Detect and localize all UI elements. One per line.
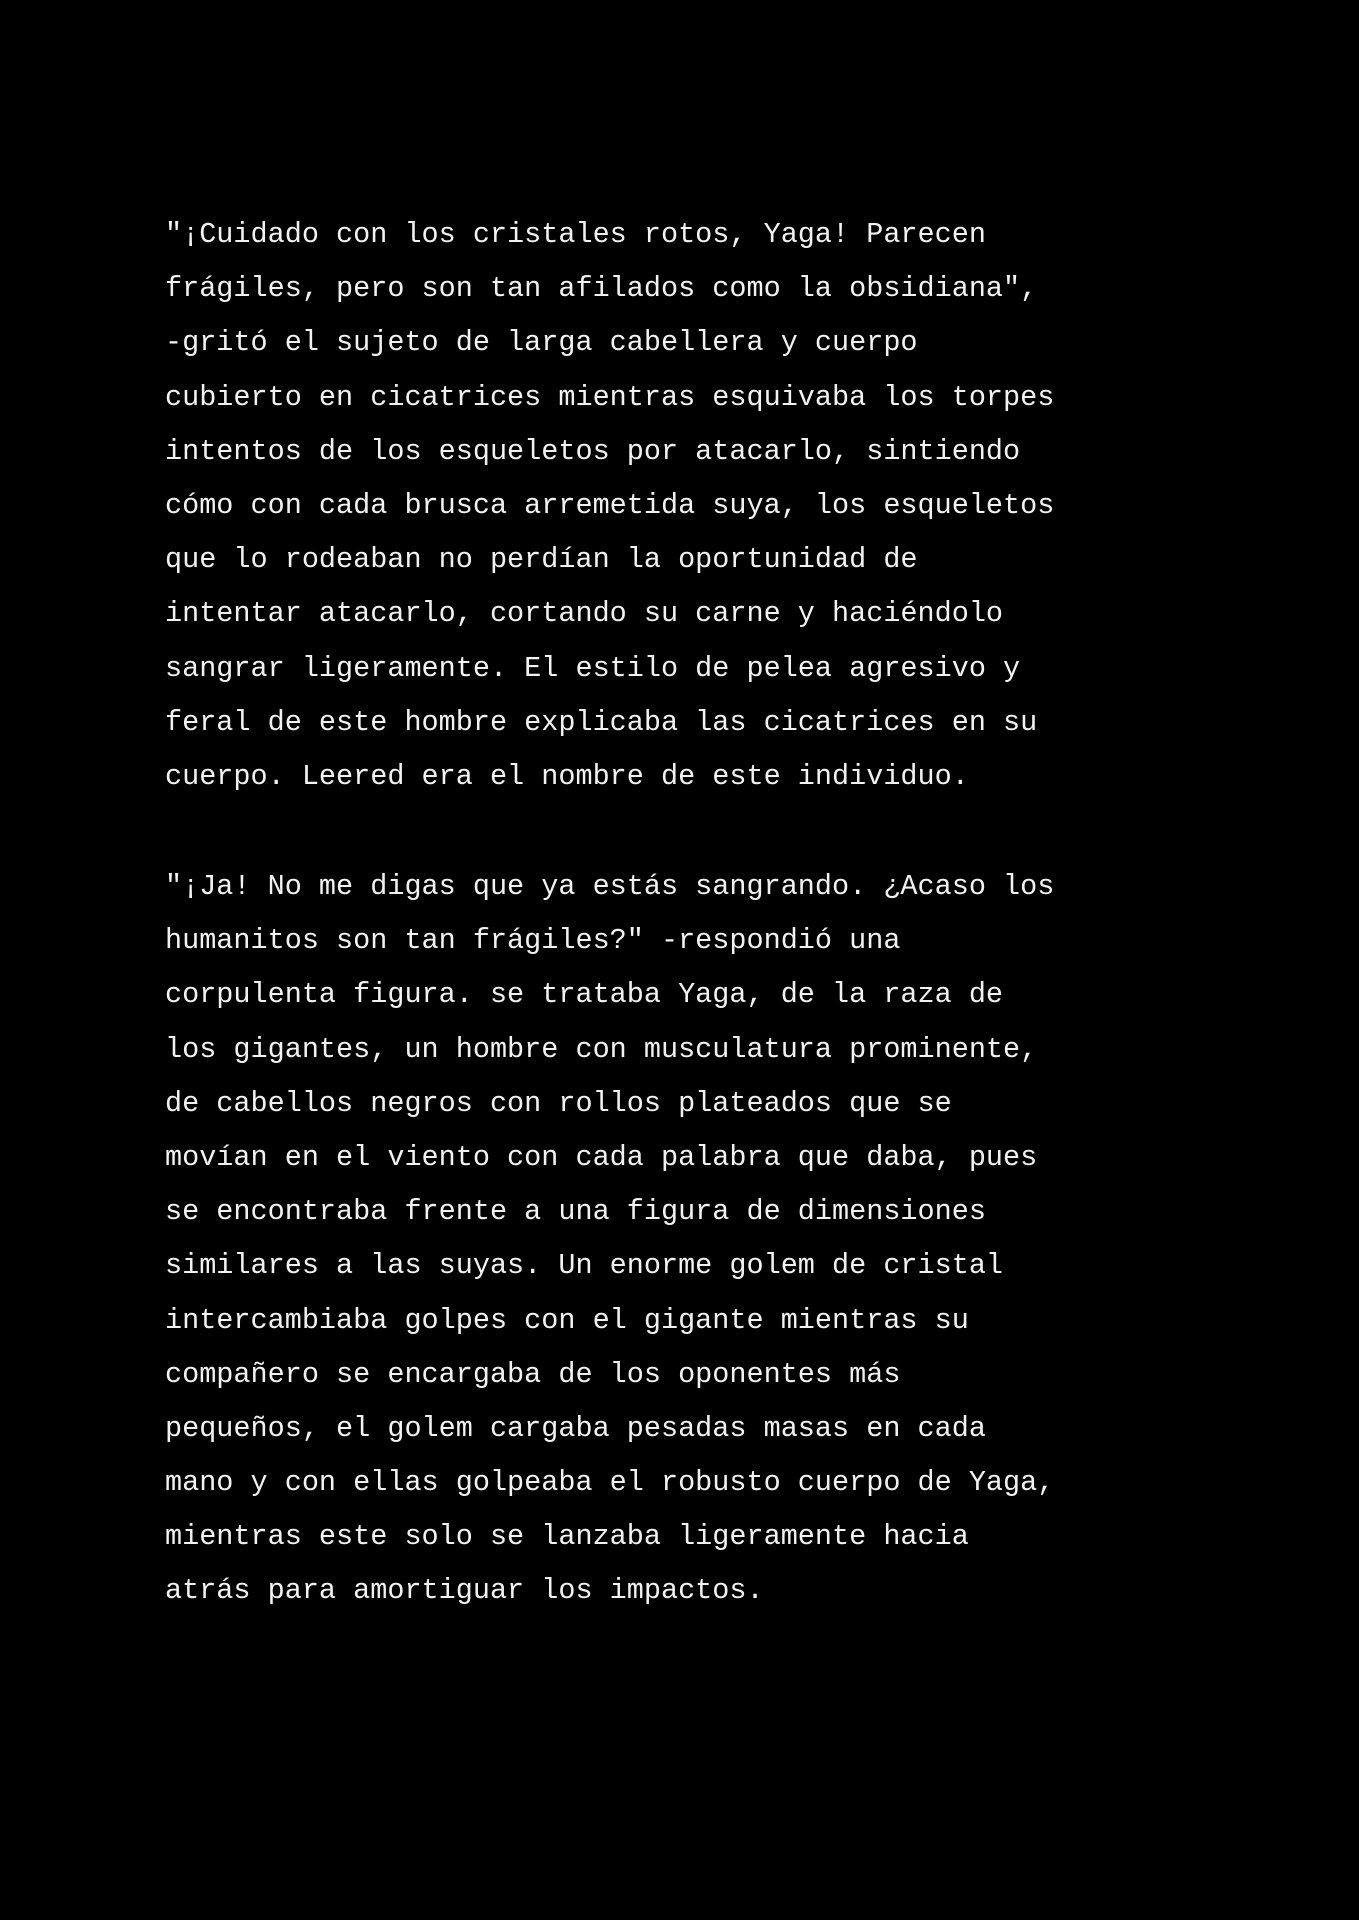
text-line: atrás para amortiguar los impactos. [165,1574,764,1608]
text-line: pequeños, el golem cargaba pesadas masas en cada [165,1411,986,1445]
text-line: de cabellos negros con rollos plateados que se [165,1086,952,1120]
text-line: compañero se encargaba de los oponentes más [165,1357,901,1391]
text-line: feral de este hombre explicaba las cicatrices en su [165,705,1038,739]
text-line: que lo rodeaban no perdían la oportunidad de [165,543,918,577]
text-line: "¡Ja! No me digas que ya estás sangrando. ¿Acaso los [165,870,1055,903]
text-line: los gigantes, un hombre con musculatura prominente, [165,1032,1038,1066]
text-line: cómo con cada brusca arremetida suya, los esqueletos [165,488,1055,522]
text-line: movían en el viento con cada palabra que daba, pues [165,1140,1038,1174]
text-line: sangrar ligeramente. El estilo de pelea agresivo y [165,651,1021,685]
text-line: mano y con ellas golpeaba el robusto cuerpo de Yaga, [165,1466,1055,1500]
text-line: intentar atacarlo, cortando su carne y haciéndolo [165,597,1004,631]
text-line: cuerpo. Leered era el nombre de este individuo. [165,759,969,793]
text-line: cubierto en cicatrices mientras esquivaba los torpes [165,380,1055,414]
paragraph-1 [165,208,1205,804]
paragraph-2 [165,860,1205,1619]
text-line: humanitos son tan frágiles?" -respondió una [165,924,901,958]
text-line: frágiles, pero son tan afilados como la obsidiana", [165,272,1038,306]
text-line: "¡Cuidado con los cristales rotos, Yaga! Parecen [165,218,986,251]
text-line: similares a las suyas. Un enorme golem de cristal [165,1249,1004,1283]
text-line: -gritó el sujeto de larga cabellera y cuerpo [165,326,918,360]
text-line: intentos de los esqueletos por atacarlo, sintiendo [165,434,1021,468]
text-line: corpulenta figura. se trataba Yaga, de la raza de [165,978,1004,1012]
text-line: se encontraba frente a una figura de dimensiones [165,1195,986,1229]
text-line: intercambiaba golpes con el gigante mientras su [165,1303,969,1337]
text-line: mientras este solo se lanzaba ligeramente hacia [165,1520,969,1554]
